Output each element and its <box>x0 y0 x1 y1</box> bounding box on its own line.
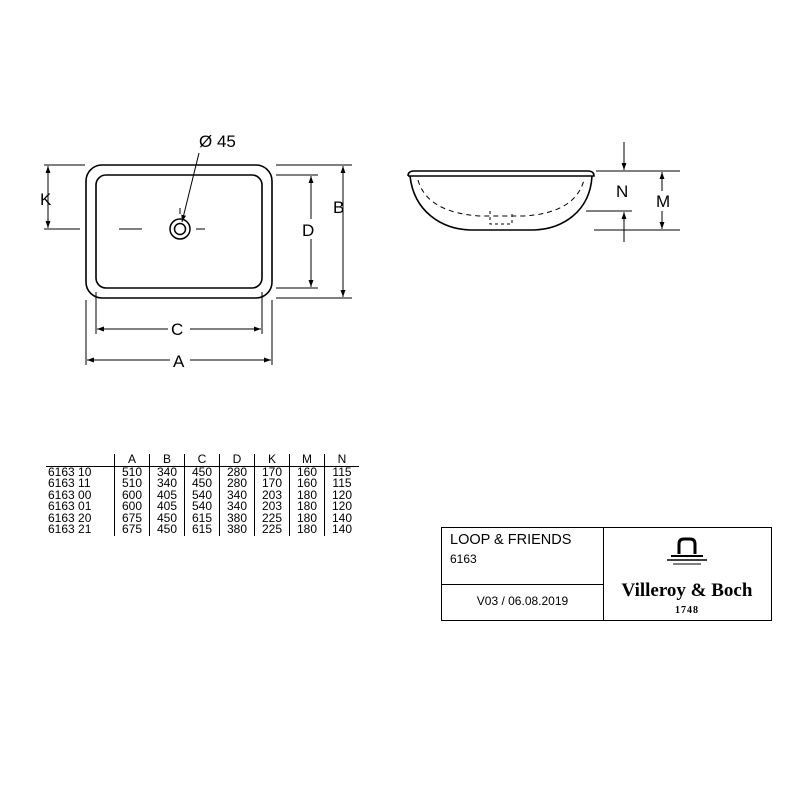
dim-label-c: C <box>171 320 184 339</box>
table-cell: 6163 01 <box>48 499 92 514</box>
basin-outer-outline <box>86 165 272 298</box>
table-header-cell: D <box>220 454 255 466</box>
table-cell: 6163 00 <box>48 487 92 502</box>
table-cell: 540 <box>185 490 220 502</box>
title-block <box>441 527 772 621</box>
table-cell: 340 <box>220 501 255 513</box>
plan-view <box>44 153 352 365</box>
table-cell: 280 <box>220 478 255 490</box>
table-cell: 405 <box>150 490 185 502</box>
dim-label-m: M <box>656 192 671 211</box>
basin-bowl-inner <box>418 180 584 216</box>
drain-diameter-label: Ø 45 <box>199 132 236 151</box>
table-cell: 6163 20 <box>48 510 92 525</box>
table-header-cell: K <box>255 454 290 466</box>
table-cell: 340 <box>220 490 255 502</box>
table-cell: 180 <box>290 513 325 525</box>
table-cell: 225 <box>255 513 290 525</box>
basin-bowl-outer <box>410 176 592 230</box>
faucet-logo-icon <box>667 539 707 564</box>
table-cell: 380 <box>220 524 255 536</box>
table-cell: 340 <box>150 466 185 478</box>
dim-label-a: A <box>173 352 185 371</box>
drain-icon <box>119 208 205 239</box>
table-cell: 450 <box>185 478 220 490</box>
table-cell: 675 <box>115 524 150 536</box>
dim-label-n: N <box>616 182 629 201</box>
table-cell: 140 <box>325 524 360 536</box>
table-cell: 380 <box>220 513 255 525</box>
table-cell: 6163 21 <box>48 522 92 537</box>
table-cell: 450 <box>150 524 185 536</box>
table-cell: 160 <box>290 466 325 478</box>
table-cell: 510 <box>115 478 150 490</box>
product-number: 6163 <box>450 552 477 566</box>
table-row <box>46 524 359 536</box>
table-cell: 170 <box>255 466 290 478</box>
table-header-cell: C <box>185 454 220 466</box>
table-cell: 6163 10 <box>48 464 92 479</box>
table-cell: 280 <box>220 466 255 478</box>
table-cell: 140 <box>325 513 360 525</box>
drawing-version: V03 / 06.08.2019 <box>476 594 569 608</box>
table-header-cell: M <box>290 454 325 466</box>
dim-label-d: D <box>302 221 315 240</box>
dim-label-k: K <box>40 190 52 209</box>
table-cell: 180 <box>290 490 325 502</box>
table-cell: 170 <box>255 478 290 490</box>
table-cell: 510 <box>115 466 150 478</box>
table-cell: 115 <box>325 478 360 490</box>
table-cell: 615 <box>185 524 220 536</box>
product-series: LOOP & FRIENDS <box>450 532 572 548</box>
table-cell: 115 <box>325 466 360 478</box>
brand-name: Villeroy & Boch <box>621 580 753 601</box>
table-header-cell: B <box>150 454 185 466</box>
table-cell: 160 <box>290 478 325 490</box>
brand-founded: 1748 <box>675 605 699 616</box>
table-cell: 405 <box>150 501 185 513</box>
table-cell: 180 <box>290 501 325 513</box>
basin-drain-section <box>490 211 512 224</box>
table-cell: 340 <box>150 478 185 490</box>
basin-rim <box>408 171 594 176</box>
table-cell: 203 <box>255 501 290 513</box>
title-block-divider <box>442 584 603 585</box>
table-cell: 120 <box>325 501 360 513</box>
table-cell: 600 <box>115 490 150 502</box>
table-cell: 180 <box>290 524 325 536</box>
table-cell: 6163 11 <box>48 476 91 491</box>
dim-label-b: B <box>333 198 345 217</box>
table-cell: 675 <box>115 513 150 525</box>
table-cell: 540 <box>185 501 220 513</box>
dimension-table <box>46 454 359 536</box>
table-header-cell: A <box>115 454 150 466</box>
table-cell: 450 <box>150 513 185 525</box>
table-cell: 450 <box>185 466 220 478</box>
table-header-cell: N <box>325 454 360 466</box>
table-cell: 225 <box>255 524 290 536</box>
table-cell: 600 <box>115 501 150 513</box>
basin-inner-outline <box>96 175 262 288</box>
brand-logo <box>603 528 771 620</box>
table-cell: 203 <box>255 490 290 502</box>
section-view <box>408 142 680 242</box>
title-block-info <box>442 528 604 620</box>
table-cell: 615 <box>185 513 220 525</box>
drain-leader-line <box>182 153 199 222</box>
table-cell: 120 <box>325 490 360 502</box>
